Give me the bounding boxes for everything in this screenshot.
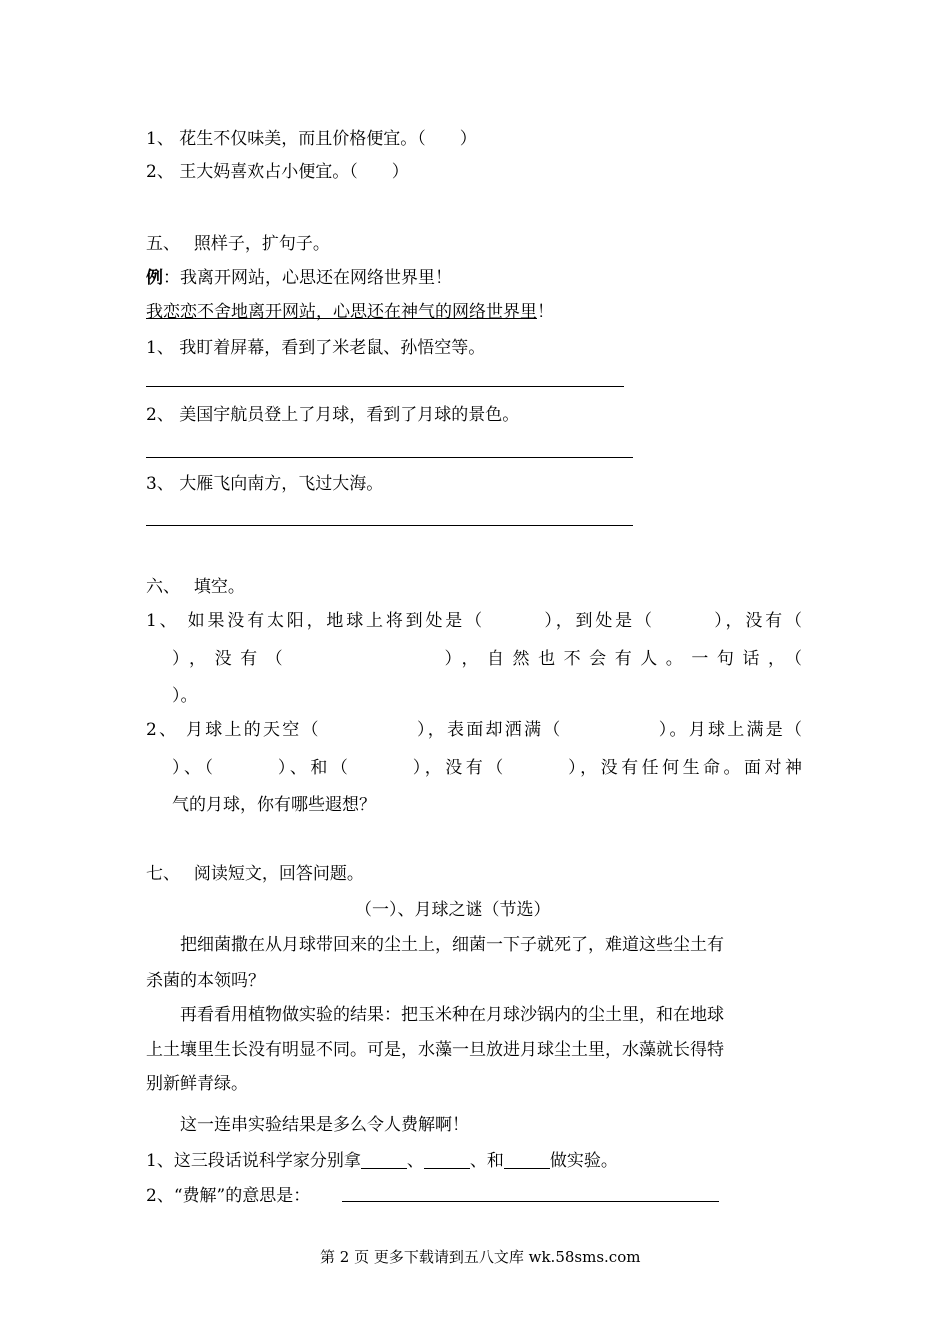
example-expanded-text: 我恋恋不舍地离开网站，心思还在神气的网络世界里 [146, 302, 537, 322]
q4-item-2: 2、 王大妈喜欢占小便宜。（ ） [146, 162, 409, 182]
example-end: ！ [537, 302, 554, 322]
q1-text-b: 、 [406, 1151, 424, 1171]
answer-line-2[interactable] [146, 457, 633, 458]
q1-text-d: 做实验。 [549, 1151, 618, 1171]
q7-heading: 七、 阅读短文，回答问题。 [146, 864, 364, 884]
q7-question-1 [146, 1149, 618, 1173]
q5-item-3: 3、 大雁飞向南方，飞过大海。 [146, 474, 384, 494]
page-footer: 第 2 页 更多下载请到五八文库 wk.58sms.com [320, 1248, 641, 1266]
q5-heading: 五、 照样子，扩句子。 [146, 234, 330, 254]
q5-example [146, 266, 452, 290]
q2-answer-line[interactable] [342, 1201, 719, 1202]
q6-item-2-line-2: ）、（ ）、和（ ），没有（ ），没有任何生命。面对神 [172, 758, 802, 778]
example-label: 例 [146, 268, 163, 288]
q4-item-1: 1、 花生不仅味美，而且价格便宜。（ ） [146, 129, 477, 149]
q6-item-2-line-1: 2、 月球上的天空（ ），表面却洒满（ ）。月球上满是（ [146, 720, 802, 740]
example-text: ：我离开网站，心思还在网络世界里！ [163, 268, 452, 288]
passage-p1-line-1: 把细菌撒在从月球带回来的尘土上，细菌一下子就死了，难道这些尘土有 [180, 935, 724, 955]
q1-blank-3[interactable] [504, 1150, 550, 1169]
q6-item-2-line-3: 气的月球，你有哪些遐想？ [172, 795, 376, 815]
passage-p1-line-2: 杀菌的本领吗？ [146, 971, 265, 991]
q6-heading: 六、 填空。 [146, 577, 245, 597]
q5-item-1: 1、 我盯着屏幕，看到了米老鼠、孙悟空等。 [146, 338, 486, 358]
q6-item-1-line-2: ），没有（ ），自然也不会有人。一句话，（ [172, 649, 802, 669]
answer-line-1[interactable] [146, 386, 624, 387]
passage-p2-line-3: 别新鲜青绿。 [146, 1074, 248, 1094]
q7-question-2 [146, 1184, 310, 1208]
q1-blank-1[interactable] [361, 1150, 407, 1169]
passage-title: （一）、月球之谜（节选） [355, 900, 551, 920]
passage-p2-line-1: 再看看用植物做实验的结果：把玉米种在月球沙锅内的尘土里，和在地球 [180, 1005, 724, 1025]
q5-item-2: 2、 美国宇航员登上了月球，看到了月球的景色。 [146, 405, 520, 425]
q1-text-c: 、和 [469, 1151, 504, 1171]
q6-item-1-line-3: ）。 [172, 686, 198, 706]
answer-line-3[interactable] [146, 525, 633, 526]
q1-text-a: 1、这三段话说科学家分别拿 [146, 1151, 361, 1171]
q1-blank-2[interactable] [424, 1150, 470, 1169]
passage-p2-line-2: 上土壤里生长没有明显不同。可是，水藻一旦放进月球尘土里，水藻就长得特 [146, 1040, 724, 1060]
q2-text: 2、“费解”的意思是： [146, 1186, 311, 1206]
passage-p3: 这一连串实验结果是多么令人费解啊！ [180, 1115, 469, 1135]
q5-example-expanded [146, 300, 554, 324]
q6-item-1-line-1: 1、 如果没有太阳，地球上将到处是（ ），到处是（ ），没有（ [146, 611, 802, 631]
